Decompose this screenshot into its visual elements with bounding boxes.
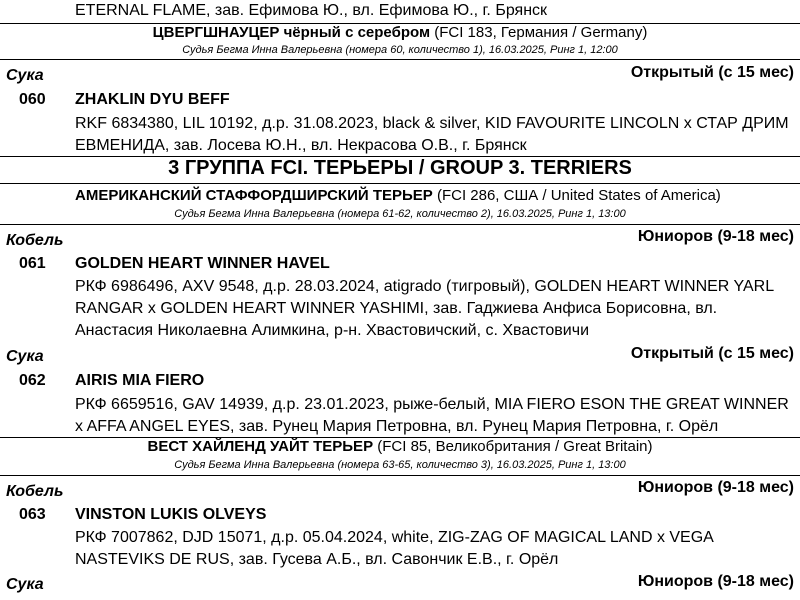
judge-line: Судья Бегма Инна Валерьевна (номера 60, количество 1), 16.03.2025, Ринг 1, 12:00 [182,44,618,56]
dog-name: GOLDEN HEART WINNER HAVEL [75,255,330,272]
breed-header [0,438,800,455]
sex-label: Кобель [6,232,64,249]
sex-label: Сука [6,348,44,365]
dog-name: VINSTON LUKIS OLVEYS [75,506,267,523]
entry-number: 062 [19,372,46,389]
entry-owner-line: ETERNAL FLAME, зав. Ефимова Ю., вл. Ефимова Ю., г. Брянск [75,2,548,19]
sex-label: Кобель [6,483,64,500]
entry-details: РКФ 6659516, GAV 14939, д.р. 23.01.2023, рыже-белый, MIA FIERO ESON THE GREAT WINNER [75,396,789,413]
divider [0,475,800,476]
entry-details: RKF 6834380, LIL 10192, д.р. 31.08.2023, black & silver, KID FAVOURITE LINCOLN x СТАР ДРИМ [75,115,789,132]
judge-line: Судья Бегма Инна Валерьевна (номера 61-62, количество 2), 16.03.2025, Ринг 1, 13:00 [174,208,626,220]
breed-name: ВЕСТ ХАЙЛЕНД УАЙТ ТЕРЬЕР [147,438,374,455]
class-label: Открытый (с 15 мес) [630,64,794,81]
entry-details: NASTEVIKS DE RUS, зав. Гусева А.Б., вл. Савончик Е.В., г. Орёл [75,551,559,568]
class-label: Открытый (с 15 мес) [630,345,794,362]
divider [0,183,800,184]
divider [0,224,800,225]
breed-info: (FCI 286, США / United States of America) [432,187,721,204]
group-title: 3 ГРУППА FCI. ТЕРЬЕРЫ / GROUP 3. TERRIERS [168,157,632,179]
class-label: Юниоров (9-18 мес) [637,228,794,245]
entry-details: x AFFA ANGEL EYES, зав. Рунец Мария Петровна, вл. Рунец Мария Петровна, г. Орёл [75,418,719,435]
class-label: Юниоров (9-18 мес) [637,573,794,590]
entry-details: РКФ 7007862, DJD 15071, д.р. 05.04.2024, white, ZIG-ZAG OF MAGICAL LAND x VEGA [75,529,714,546]
entry-details: ЕВМЕНИДА, зав. Лосева Ю.Н., вл. Некрасова О.В., г. Брянск [75,137,527,154]
breed-info: (FCI 85, Великобритания / Great Britain) [373,438,653,455]
dog-name: ZHAKLIN DYU BEFF [75,91,230,108]
breed-header [75,187,721,204]
entry-details: РКФ 6986496, AXV 9548, д.р. 28.03.2024, atigrado (тигровый), GOLDEN HEART WINNER YARL [75,278,775,295]
divider [0,59,800,60]
entry-details: RANGAR x GOLDEN HEART WINNER YASHIMI, зав. Гаджиева Анфиса Борисовна, вл. [75,300,718,317]
breed-name: ЦВЕРГШНАУЦЕР чёрный с серебром [152,24,431,41]
judge-line: Судья Бегма Инна Валерьевна (номера 63-65, количество 3), 16.03.2025, Ринг 1, 13:00 [174,459,626,471]
sex-label: Сука [6,67,44,84]
breed-info: (FCI 183, Германия / Germany) [430,24,648,41]
entry-number: 061 [19,255,46,272]
breed-name: АМЕРИКАНСКИЙ СТАФФОРДШИРСКИЙ ТЕРЬЕР [75,187,433,204]
class-label: Юниоров (9-18 мес) [637,479,794,496]
entry-details: Анастасия Николаевна Алимкина, р-н. Хвастовичский, с. Хвастовичи [75,322,590,339]
sex-label: Сука [6,576,44,593]
entry-number: 060 [19,91,46,108]
dog-name: AIRIS MIA FIERO [75,372,205,389]
breed-header [0,24,800,41]
entry-number: 063 [19,506,46,523]
